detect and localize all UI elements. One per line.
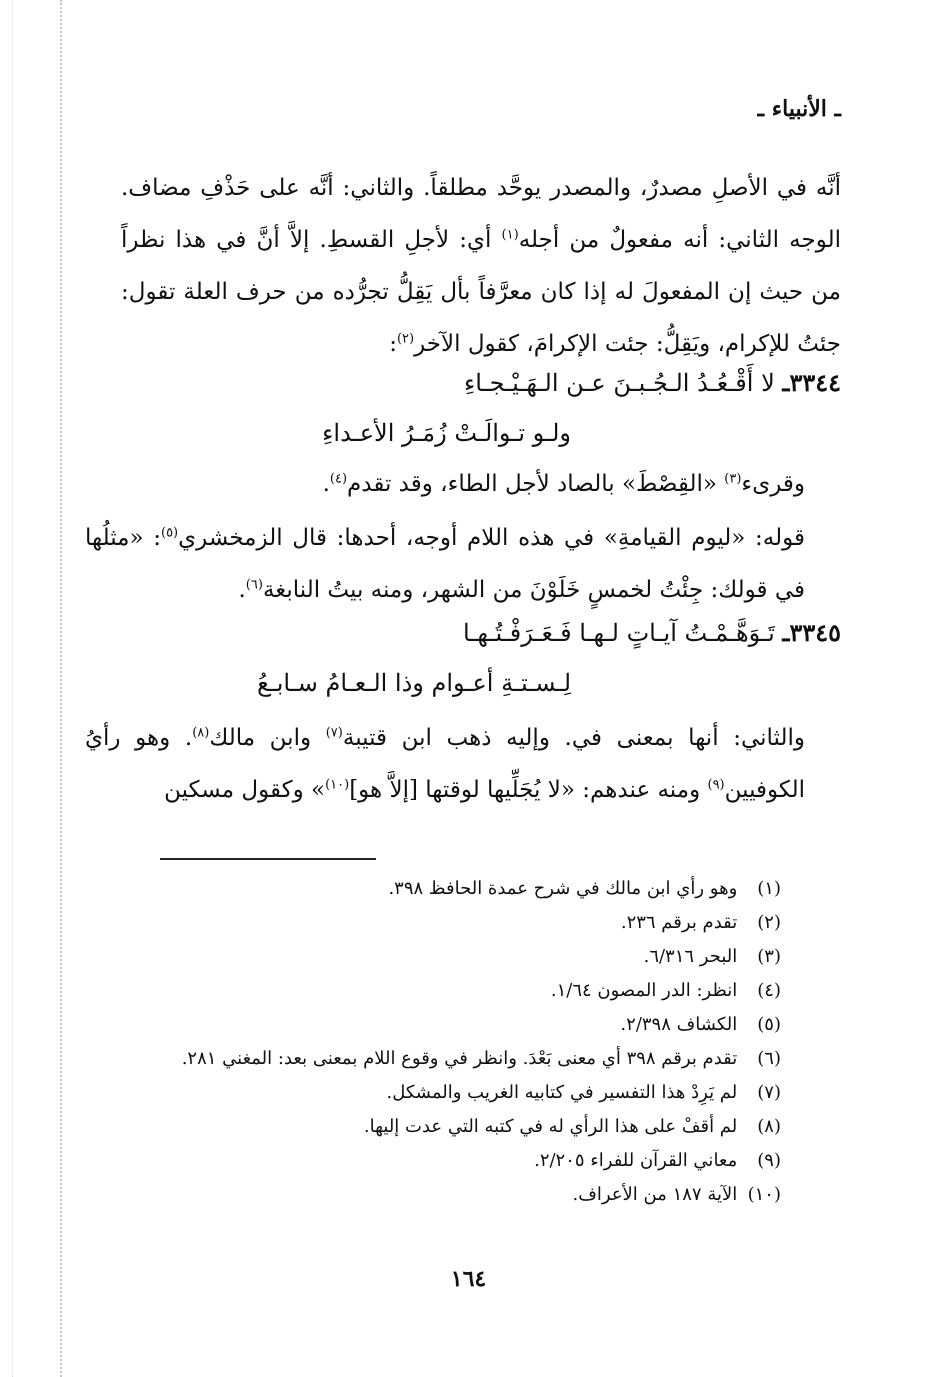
footnote-text: معاني القرآن للفراء ٢/٢٠٥.	[534, 1150, 738, 1171]
footnote-item	[121, 1144, 781, 1178]
paragraph-3-text-b: وابن مالك	[209, 725, 326, 751]
scan-edge-marks	[60, 0, 62, 1377]
verse-number: ٣٣٤٤ـ	[782, 368, 841, 397]
footnote-number: (٧)	[757, 1082, 781, 1103]
footnote-item	[121, 1042, 781, 1076]
verse-number: ٣٣٤٥ـ	[782, 618, 841, 647]
footnote-number: (٦)	[757, 1048, 781, 1069]
qiraah-note-end: .	[322, 471, 330, 497]
footnote-ref-1: (١)	[501, 227, 519, 243]
footnote-item	[121, 1110, 781, 1144]
footnote-item	[121, 940, 781, 974]
paragraph-1-text-a: أنَّه في الأصلِ مصدرٌ، والمصدر يوحَّد مطلقاً. والثاني: أنَّه على حَذْفِ مضاف. الوجه الثاني: أنه مفعولٌ من أجله	[121, 175, 841, 253]
qiraah-note-text-b: «القِصْطَ» بالصاد لأجل الطاء، وقد تقدم	[347, 471, 725, 497]
footnote-ref-5: (٥)	[160, 525, 179, 541]
footnote-number: (٥)	[757, 1014, 781, 1035]
paragraph-2-text-a: قوله: «ليوم القيامةِ» في هذه اللام أوجه، أحدها: قال الزمخشري	[178, 525, 805, 551]
paragraph-3-text-c: . وهو رأيُ الكوفيين	[85, 725, 805, 803]
footnote-ref-4: (٤)	[329, 471, 348, 487]
footnote-ref-9: (٩)	[707, 777, 725, 793]
footnote-item	[121, 1178, 781, 1212]
verse-3345-hemistich-2: لِـسـتـةِ أعـوام وذا الـعـامُ سـابـعُ	[256, 669, 571, 697]
footnote-number: (١٠)	[747, 1184, 781, 1205]
verse-3345-hemistich-1	[121, 608, 841, 658]
footnote-item	[121, 1076, 781, 1110]
footnote-item	[121, 906, 781, 940]
footnote-text: الآية ١٨٧ من الأعراف.	[572, 1184, 738, 1205]
paragraph-1-end: :	[389, 331, 397, 357]
footnote-number: (٤)	[757, 980, 781, 1001]
footnote-text: تقدم برقم ٢٣٦.	[620, 912, 738, 933]
footnote-ref-8: (٨)	[192, 725, 210, 741]
footnote-item	[121, 1008, 781, 1042]
footnote-number: (٩)	[757, 1150, 781, 1171]
paragraph-3-text-e: » وكقول مسكين	[164, 777, 326, 803]
paragraph-2-text-b: : «مثلُها في قولك: جِئْتُ لخمسٍ خَلَوْنَ من الشهر، ومنه بيتُ النابغة	[85, 525, 805, 603]
footnote-text: الكشاف ٢/٣٩٨.	[620, 1014, 738, 1035]
qiraah-note	[85, 458, 841, 510]
paragraph-3	[85, 712, 841, 816]
running-header: ـ الأنبياء ـ	[757, 96, 841, 122]
verse-3345	[121, 608, 841, 708]
verse-3344	[121, 358, 841, 458]
footnote-ref-10: (١٠)	[325, 777, 350, 793]
footnote-number: (١)	[757, 878, 781, 899]
footnote-text: وهو رأي ابن مالك في شرح عمدة الحافظ ٣٩٨.	[388, 878, 738, 899]
footnote-item	[121, 872, 781, 906]
paragraph-3-text-a: والثاني: أنها بمعنى في. وإليه ذهب ابن قتيبة	[342, 725, 805, 751]
paragraph-1	[121, 162, 841, 370]
scan-edge-marks-faint	[12, 0, 13, 1377]
footnote-text: تقدم برقم ٣٩٨ أي معنى بَعْدَ. وانظر في وقوع اللام بمعنى بعد: المغني ٢٨١.	[181, 1048, 738, 1069]
verse-3345-text-a: تَـوَهَّـمْـتُ آيـاتٍ لـهـا فَـعَـرَفْـتُـهـا	[463, 619, 775, 647]
verse-3344-text-a: لا أَقْـعُـدُ الـجُـبـنَ عـن الـهَـيْـجـاءِ	[463, 369, 775, 397]
footnote-ref-6: (٦)	[245, 577, 263, 593]
footnote-ref-3: (٣)	[724, 471, 742, 487]
footnote-text: لم يَرِدْ هذا التفسير في كتابيه الغريب والمشكل.	[386, 1082, 738, 1103]
paragraph-3-text-d: ومنه عندهم: «لا يُجَلِّيها لوقتها [إلاَّ هو]	[349, 777, 708, 803]
footnote-number: (٢)	[757, 912, 781, 933]
verse-3344-hemistich-2: ولـو تـوالَـتْ زُمَـرُ الأعـداءِ	[322, 419, 571, 447]
footnote-number: (٣)	[757, 946, 781, 967]
footnote-separator	[160, 858, 376, 860]
footnote-text: البحر ٦/٣١٦.	[643, 946, 738, 967]
paragraph-2-end: .	[238, 577, 246, 603]
qiraah-note-text-a: وقرىء	[741, 471, 805, 497]
footnote-text: انظر: الدر المصون ١/٦٤.	[550, 980, 738, 1001]
footnote-number: (٨)	[757, 1116, 781, 1137]
footnote-item	[121, 974, 781, 1008]
verse-3344-hemistich-1	[121, 358, 841, 408]
paragraph-2	[85, 512, 841, 616]
footnote-text: لم أقفْ على هذا الرأي له في كتبه التي عدت إليها.	[363, 1116, 738, 1137]
page-number: ١٦٤	[450, 1266, 487, 1292]
footnote-ref-2: (٢)	[396, 331, 415, 347]
paragraph-1-text-b: أي: لأجلِ القسطِ. إلاَّ أنَّ في هذا نظراً من حيث إن المفعولَ له إذا كان معرَّفاً بأل يَقِلُّ تجرُّده من حرف العلة تقول: جئتُ للإكرام، ويَقِلُّ: جئت الإكرامَ، كقول الآخر	[121, 227, 841, 357]
footnotes-list	[121, 872, 781, 1212]
footnote-ref-7: (٧)	[325, 725, 343, 741]
